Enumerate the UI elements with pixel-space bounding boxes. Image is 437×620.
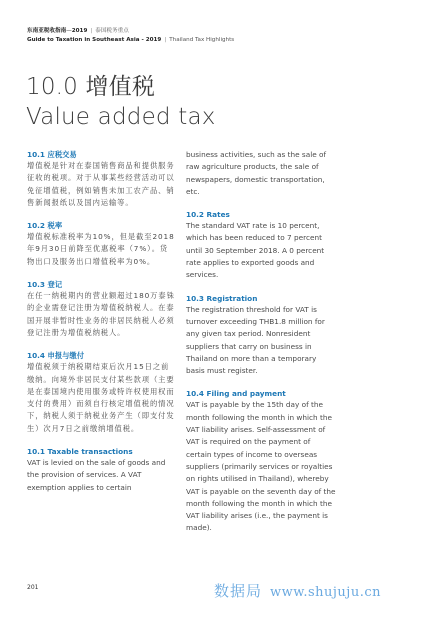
section-text: business activities, such as the sale of raw agriculture products, the sale of newspapers, domestic transportation, etc. bbox=[186, 150, 327, 196]
watermark-cn: 数据局 bbox=[214, 582, 263, 600]
section-block bbox=[186, 388, 336, 534]
header-en-title: Guide to Taxation in Southeast Asia - 2019 bbox=[27, 37, 162, 43]
header-line-en bbox=[27, 36, 234, 45]
header-dash: — bbox=[66, 28, 72, 34]
section-text: 增值税须于纳税期结束后次月15日之前缴纳。向境外非居民支付某些款项（主要是在泰国境内使用服务或特许权使用权而支付的费用）而须自行核定增值税的情况下，纳税人须于纳税业务产生（即支付发生）次月7日之前缴纳增值税。 bbox=[27, 362, 175, 433]
section-block bbox=[186, 293, 336, 378]
section-block bbox=[27, 446, 175, 494]
watermark-url: www.shujuju.cn bbox=[270, 585, 381, 600]
right-column bbox=[186, 149, 336, 546]
header-year: 2019 bbox=[71, 28, 88, 34]
section-heading: 10.1 Taxable transactions bbox=[27, 447, 133, 457]
header-zh-title: 东南亚税收指南 bbox=[27, 28, 67, 34]
section-text: VAT is levied on the sale of goods and the provision of services. A VAT exemption applies to certain bbox=[27, 458, 166, 492]
page-header bbox=[27, 27, 234, 45]
section-heading: 10.3 Registration bbox=[186, 293, 258, 303]
header-zh-sub: 泰国税务重点 bbox=[95, 28, 129, 34]
section-heading: 10.2 Rates bbox=[186, 210, 230, 220]
section-heading: 10.2 税率 bbox=[27, 221, 63, 231]
section-block bbox=[27, 279, 175, 339]
section-block bbox=[186, 149, 336, 198]
watermark bbox=[214, 580, 381, 601]
section-block bbox=[27, 350, 175, 435]
section-text: VAT is payable by the 15th day of the month following the month in which the VAT liability arises. Self-assessment of VAT is required on the payment of certain types of income to overseas suppliers (primarily services or royalties on rights utilised in Thailand), whereby VAT is payable on the seventh day of the month following the month in which the VAT liability arises (i.e., the payment is made). bbox=[186, 400, 336, 533]
header-separator: | bbox=[164, 37, 167, 43]
section-text: The standard VAT rate is 10 percent, which has been reduced to 7 percent until 30 September 2018. A 0 percent rate applies to exported goods and services. bbox=[186, 221, 325, 280]
section-text: The registration threshold for VAT is turnover exceeding THB1.8 million for any given tax period. Nonresident suppliers that carry on business in Thailand on more than a temporary basis must register. bbox=[186, 304, 325, 376]
section-title bbox=[26, 73, 216, 131]
page-number: 201 bbox=[27, 584, 39, 591]
section-title-en: Value added tax bbox=[26, 104, 216, 130]
section-block bbox=[27, 220, 175, 268]
header-separator: | bbox=[90, 28, 93, 34]
section-heading: 10.4 申报与缴付 bbox=[27, 351, 85, 361]
header-line-zh bbox=[27, 27, 234, 36]
section-block bbox=[186, 209, 336, 281]
section-title-zh: 10.0 增值税 bbox=[26, 74, 156, 100]
section-text: 增值税是针对在泰国销售商品和提供服务征收的税项。对于从事某些经营活动可以免征增值税，例如销售未加工农产品、销售新闻报纸以及国内运输等。 bbox=[27, 161, 175, 207]
section-text: 在任一纳税期内的营业额超过180万泰铢的企业需登记注册为增值税纳税人。在泰国开展非暂时性业务的非居民纳税人必须登记注册为增值税纳税人。 bbox=[27, 291, 175, 337]
section-heading: 10.3 登记 bbox=[27, 280, 63, 290]
left-column bbox=[27, 149, 175, 505]
section-block bbox=[27, 149, 175, 209]
section-heading: 10.4 Filing and payment bbox=[186, 389, 286, 399]
section-text: 增值税标准税率为10%，但是截至2018年9月30日前降至优惠税率（7%）。货物出口及服务出口增值税率为0%。 bbox=[27, 232, 175, 266]
section-heading: 10.1 应税交易 bbox=[27, 150, 77, 159]
header-en-sub: Thailand Tax Highlights bbox=[169, 37, 235, 43]
